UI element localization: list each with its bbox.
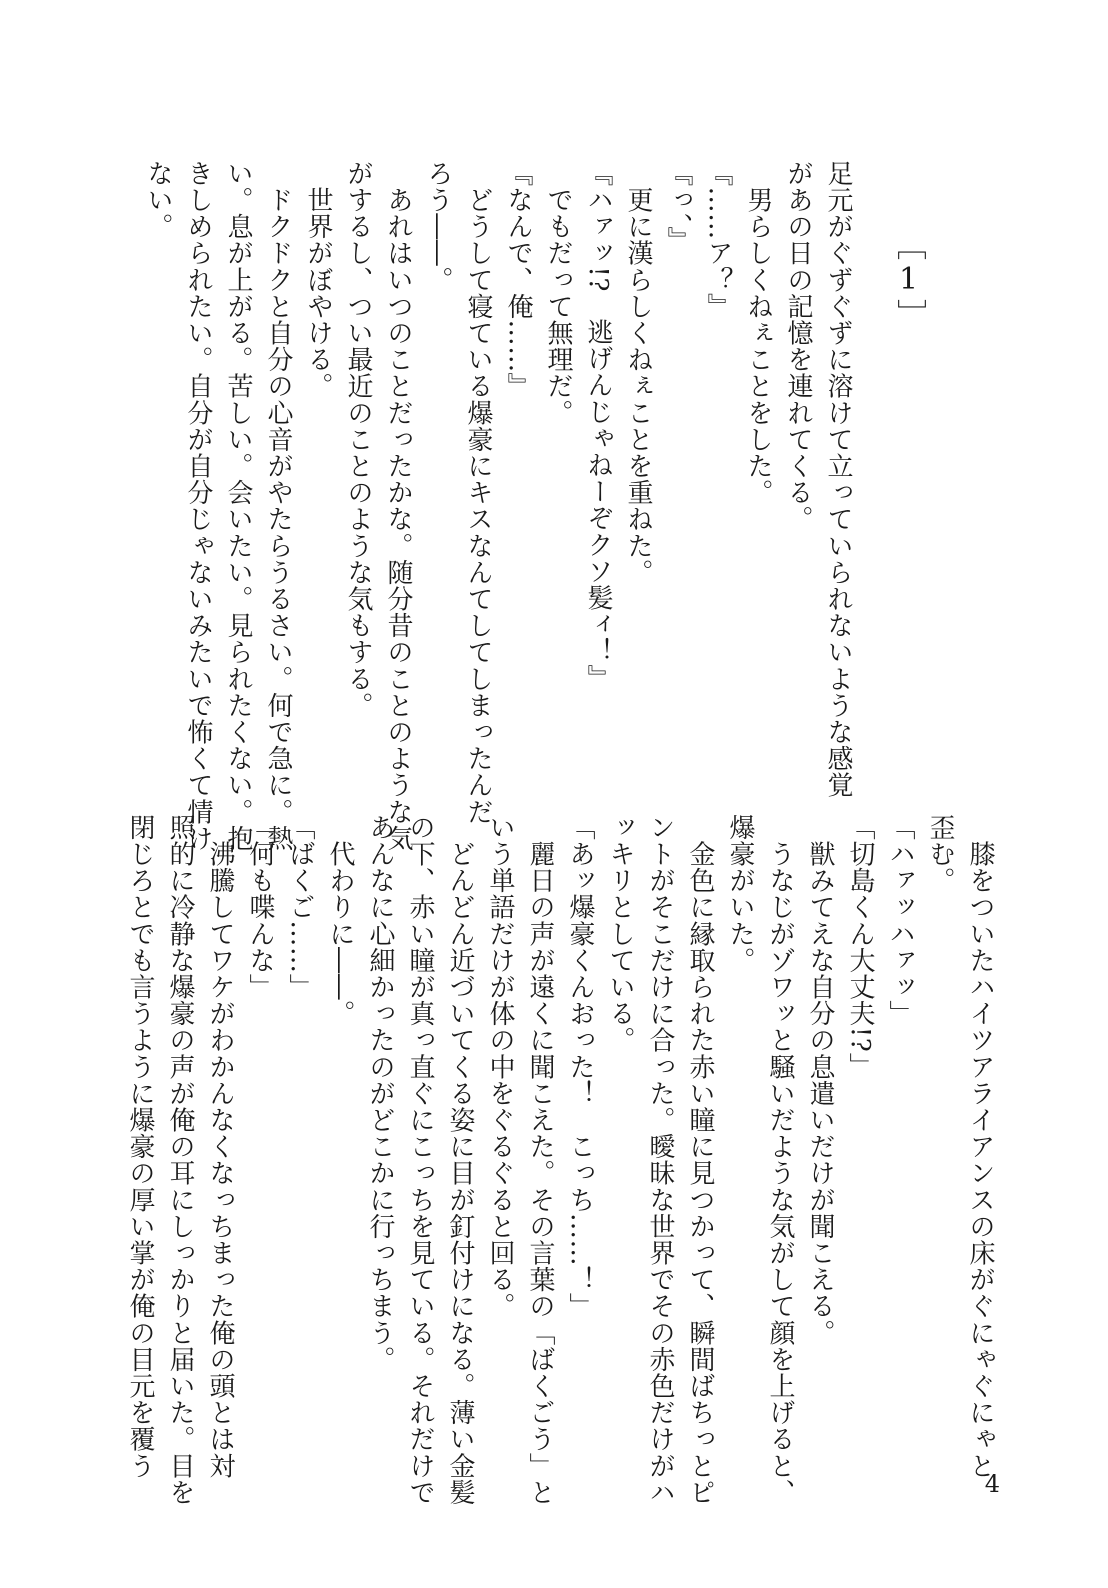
text-line: ろう――。 (423, 160, 453, 293)
text-line: でもだって無理だ。 (543, 160, 573, 426)
text-line: 代わりに――。 (325, 814, 355, 1027)
text-line: 『……ア？』 (703, 160, 733, 320)
text-line: の下、赤い瞳が真っ直ぐにこっちを見ている。それだけで (405, 814, 435, 1506)
text-line: どうして寝ている爆豪にキスなんてしてしまったんだ (463, 160, 493, 825)
text-line: 膝をついたハイツアライアンスの床がぐにゃぐにゃと (965, 814, 995, 1479)
text-line: 爆豪がいた。 (725, 814, 755, 974)
lower-text-block (120, 814, 1000, 1506)
text-line: 足元がぐずぐずに溶けて立っていられないような感覚 (823, 160, 853, 799)
text-line: ントがそこだけに合った。曖昧な世界でその赤色だけがハ (645, 814, 675, 1506)
text-line: あんなに心細かったのがどこかに行っちまう。 (365, 814, 395, 1373)
text-line: 「何も喋んな」 (245, 814, 275, 1001)
page-number: 4 (984, 1470, 1000, 1498)
text-line: ッキリとしている。 (605, 814, 635, 1054)
text-line: 照的に冷静な爆豪の声が俺の耳にしっかりと届いた。目を (165, 814, 195, 1506)
text-line: 閉じろとでも言うように爆豪の厚い掌が俺の目元を覆う (125, 814, 155, 1479)
text-line: 「ばくご……」 (285, 814, 315, 1001)
text-line: 『っ、』 (663, 160, 693, 254)
text-line: 金色に縁取られた赤い瞳に見つかって、瞬間ばちっとピ (685, 814, 715, 1506)
text-line: きしめられたい。自分が自分じゃないみたいで怖くて情け (183, 160, 213, 852)
text-line: 『なんで、俺……』 (503, 160, 533, 400)
text-line: があの日の記憶を連れてくる。 (783, 160, 813, 533)
text-line: あれはいつのことだったかな。随分昔のことのような気 (383, 160, 413, 852)
text-line: ない。 (143, 160, 173, 240)
upper-text-block (138, 160, 858, 852)
text-line: 更に漢らしくねぇことを重ねた。 (623, 160, 653, 586)
text-line: どんどん近づいてくる姿に目が釘付けになる。薄い金髪 (445, 814, 475, 1506)
text-line: 男らしくねぇことをした。 (743, 160, 773, 506)
text-line: 獣みてえな自分の息遣いだけが聞こえる。 (805, 814, 835, 1346)
text-line: ドクドクと自分の心音がやたらうるさい。何で急に。熱 (263, 160, 293, 852)
text-line: 世界がぼやける。 (303, 160, 333, 400)
text-line: 麗日の声が遠くに聞こえた。その言葉の「ばくごう」と (525, 814, 555, 1506)
text-line: がするし、つい最近のことのような気もする。 (343, 160, 373, 719)
text-line: 沸騰してワケがわかんなくなっちまった俺の頭とは対 (205, 814, 235, 1479)
chapter-heading: ［1］ (891, 230, 926, 331)
text-line: 「あッ爆豪くんおった！ こっち……！」 (565, 814, 595, 1320)
text-line: い。息が上がる。苦しい。会いたい。見られたくない。抱 (223, 160, 253, 852)
text-line: 歪む。 (925, 814, 955, 894)
text-line: うなじがゾワッと騒いだような気がして顔を上げると、 (765, 814, 795, 1506)
text-line: いう単語だけが体の中をぐるぐると回る。 (485, 814, 515, 1320)
text-line: 『ハァッ!? 逃げんじゃねーぞクソ髪ィ！』 (583, 160, 613, 691)
text-line: 「ハァッハァッ」 (885, 814, 915, 1027)
text-line: 「切島くん大丈夫!?」 (845, 814, 875, 1079)
